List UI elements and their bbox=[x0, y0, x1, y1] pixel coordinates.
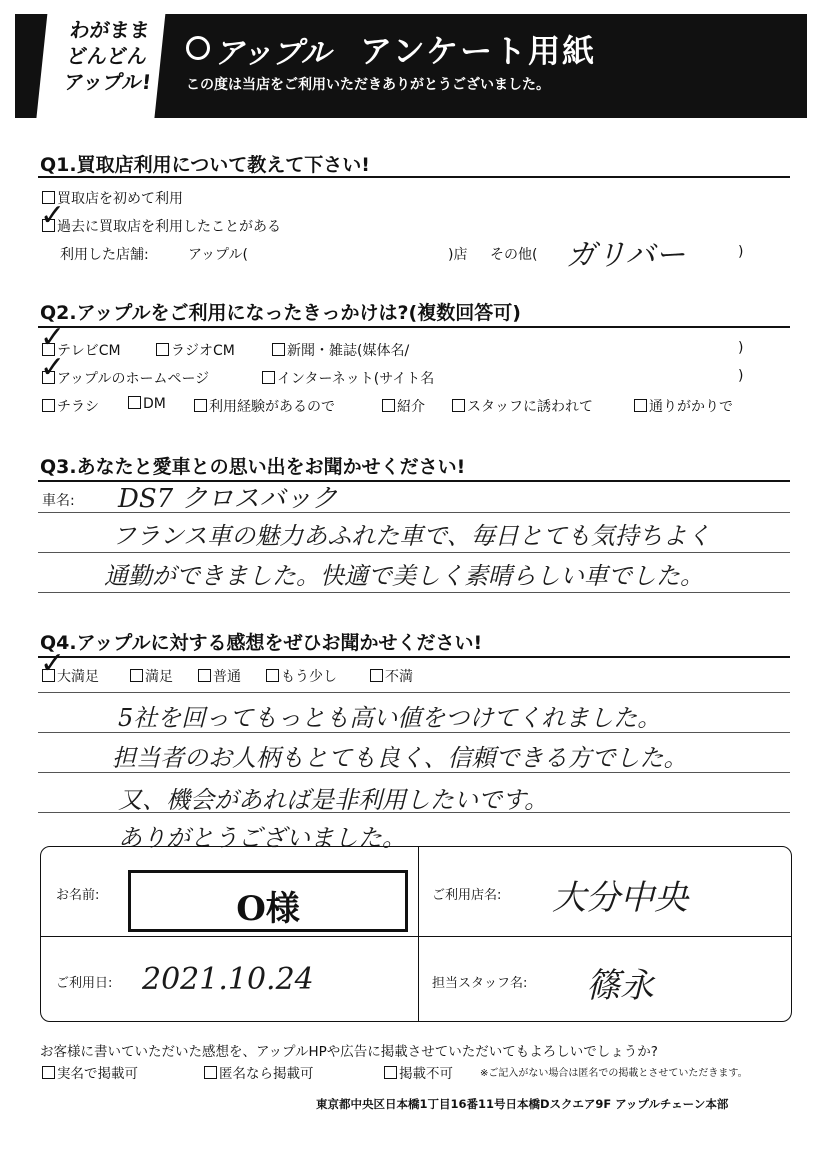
checkmark-icon: ✓ bbox=[40, 350, 66, 385]
q2-option-internet[interactable] bbox=[262, 368, 434, 388]
q2-option-newspaper[interactable] bbox=[272, 340, 409, 360]
checkbox-icon[interactable] bbox=[634, 399, 647, 412]
page-title: アンケート用紙 bbox=[360, 32, 597, 70]
brand-logo-text: アップル bbox=[214, 36, 331, 71]
comment-line-2[interactable]: 担当者のお人柄もとても良く、信頼できる方でした。 bbox=[112, 744, 688, 772]
rating-dissatisfied[interactable] bbox=[370, 666, 413, 686]
q2-option-flyer[interactable] bbox=[42, 396, 99, 416]
q4-divider bbox=[38, 656, 790, 658]
comment-line-4[interactable]: ありがとうございました。 bbox=[118, 824, 406, 852]
consent-not-allowed[interactable] bbox=[384, 1062, 453, 1082]
visit-date-value[interactable]: 2021.10.24 bbox=[142, 962, 314, 997]
answer-line bbox=[38, 592, 790, 593]
hq-address: 東京都中央区日本橋1丁目16番11号日本橋Dスクエア9F アップルチェーン本部 bbox=[316, 1097, 729, 1111]
customer-name-label: お名前: bbox=[56, 888, 100, 903]
customer-name-box[interactable] bbox=[128, 870, 408, 932]
q1-other-close: ) bbox=[738, 244, 744, 260]
rating-label: 満足 bbox=[145, 669, 173, 685]
consent-note: ※ご記入がない場合は匿名での掲載とさせていただきます。 bbox=[480, 1068, 748, 1079]
q2-option-staff[interactable] bbox=[452, 396, 593, 416]
checkbox-icon[interactable] bbox=[272, 343, 285, 356]
rating-satisfied[interactable] bbox=[130, 666, 173, 686]
answer-line bbox=[38, 512, 790, 513]
q2-option-experience[interactable] bbox=[194, 396, 335, 416]
q2-passing-label: 通りがかりで bbox=[649, 399, 733, 415]
checkbox-icon[interactable] bbox=[128, 396, 141, 409]
checkbox-icon[interactable] bbox=[204, 1066, 217, 1079]
q2-option-passing[interactable] bbox=[634, 396, 733, 416]
car-name-value[interactable]: DS7 クロスバック bbox=[118, 484, 338, 514]
q2-newspaper-label: 新聞・雑誌(媒体名/ bbox=[287, 343, 410, 359]
q1-divider bbox=[38, 176, 790, 178]
q1-option-first-label: 買取店を初めて利用 bbox=[57, 191, 183, 207]
rating-label: 普通 bbox=[213, 669, 241, 685]
answer-line bbox=[38, 552, 790, 553]
rating-label: 不満 bbox=[385, 669, 413, 685]
store-name-label: ご利用店名: bbox=[432, 888, 502, 903]
q1-store-prefix: アップル( bbox=[188, 247, 248, 263]
answer-line bbox=[38, 812, 790, 813]
consent-question: お客様に書いていただいた感想を、アップルHPや広告に掲載させていただいてもよろしいでしょうか? bbox=[40, 1044, 658, 1060]
q2-option-radio[interactable] bbox=[156, 340, 235, 360]
consent-not-allowed-label: 掲載不可 bbox=[399, 1066, 453, 1082]
q1-store-suffix: )店 bbox=[448, 247, 468, 263]
comment-line-1[interactable]: 5社を回ってもっとも高い値をつけてくれました。 bbox=[118, 704, 662, 732]
rating-label: もう少し bbox=[281, 669, 337, 685]
slogan-line-3: アップル! bbox=[62, 70, 153, 94]
q2-divider bbox=[38, 326, 790, 328]
slogan-line-2: どんどん bbox=[65, 44, 149, 68]
answer-line bbox=[38, 732, 790, 733]
store-name-value[interactable]: 大分中央 bbox=[552, 878, 688, 918]
checkbox-icon[interactable] bbox=[42, 399, 55, 412]
checkmark-icon: ✓ bbox=[40, 646, 66, 681]
answer-line bbox=[38, 772, 790, 773]
checkbox-icon[interactable] bbox=[42, 1066, 55, 1079]
consent-real-label: 実名で掲載可 bbox=[57, 1066, 138, 1082]
checkbox-icon[interactable] bbox=[266, 669, 279, 682]
q2-radio-label: ラジオCM bbox=[171, 343, 235, 359]
visit-date-label: ご利用日: bbox=[56, 976, 113, 991]
info-divider-horizontal bbox=[40, 936, 792, 937]
q2-internet-label: インターネット(サイト名 bbox=[277, 371, 435, 387]
q2-internet-close: ) bbox=[738, 368, 744, 384]
slogan-badge bbox=[36, 12, 165, 118]
checkbox-icon[interactable] bbox=[156, 343, 169, 356]
memory-line-1[interactable]: フランス車の魅力あふれた車で、毎日とても気持ちよく bbox=[112, 522, 711, 550]
q2-dm-label: DM bbox=[143, 396, 166, 412]
rating-label: 大満足 bbox=[57, 669, 99, 685]
customer-name-value: O様 bbox=[236, 889, 300, 929]
q2-staff-label: スタッフに誘われて bbox=[467, 399, 593, 415]
thanks-message: この度は当店をご利用いただきありがとうございました。 bbox=[186, 77, 550, 93]
checkbox-icon[interactable] bbox=[130, 669, 143, 682]
checkbox-icon[interactable] bbox=[262, 371, 275, 384]
checkbox-icon[interactable] bbox=[452, 399, 465, 412]
info-divider-vertical bbox=[418, 846, 419, 1022]
consent-anonymous-label: 匿名なら掲載可 bbox=[219, 1066, 314, 1082]
q2-tv-label: テレビCM bbox=[57, 343, 121, 359]
q2-option-dm[interactable] bbox=[128, 396, 166, 412]
q4-title: Q4.アップルに対する感想をぜひお聞かせください! bbox=[40, 632, 483, 654]
apple-logo-icon bbox=[186, 36, 210, 60]
checkbox-icon[interactable] bbox=[198, 669, 211, 682]
q1-option-used-before[interactable] bbox=[42, 216, 281, 236]
slogan-line-1: わがまま bbox=[68, 18, 151, 42]
q1-other-value[interactable]: ガリバー bbox=[566, 238, 686, 273]
rating-needs-improvement[interactable] bbox=[266, 666, 337, 686]
staff-name-label: 担当スタッフ名: bbox=[432, 976, 528, 991]
q2-referral-label: 紹介 bbox=[397, 399, 425, 415]
q1-store-label: 利用した店舗: bbox=[60, 247, 149, 263]
q3-title: Q3.あなたと愛車との思い出をお聞かせください! bbox=[40, 456, 466, 478]
checkbox-icon[interactable] bbox=[382, 399, 395, 412]
checkmark-icon: ✓ bbox=[40, 198, 66, 233]
q1-title: Q1.買取店利用について教えて下さい! bbox=[40, 154, 370, 176]
memory-line-2[interactable]: 通勤ができました。快適で美しく素晴らしい車でした。 bbox=[104, 562, 704, 590]
q2-newspaper-close: ) bbox=[738, 340, 744, 356]
checkbox-icon[interactable] bbox=[194, 399, 207, 412]
q2-flyer-label: チラシ bbox=[57, 399, 99, 415]
consent-anonymous[interactable] bbox=[204, 1062, 314, 1082]
comment-line-3[interactable]: 又、機会があれば是非利用したいです。 bbox=[118, 786, 549, 814]
q2-homepage-label: アップルのホームページ bbox=[57, 371, 210, 387]
q2-option-referral[interactable] bbox=[382, 396, 425, 416]
rating-neutral[interactable] bbox=[198, 666, 241, 686]
consent-real-name[interactable] bbox=[42, 1062, 138, 1082]
q1-other-label: その他( bbox=[490, 247, 538, 263]
q2-experience-label: 利用経験があるので bbox=[209, 399, 335, 415]
staff-name-value[interactable]: 篠永 bbox=[586, 966, 654, 1006]
answer-line bbox=[38, 692, 790, 693]
q2-option-homepage[interactable] bbox=[42, 368, 209, 388]
q1-option-used-label: 過去に買取店を利用したことがある bbox=[57, 219, 281, 235]
q2-title: Q2.アップルをご利用になったきっかけは?(複数回答可) bbox=[40, 302, 521, 324]
checkbox-icon[interactable] bbox=[370, 669, 383, 682]
checkbox-icon[interactable] bbox=[384, 1066, 397, 1079]
checkmark-icon: ✓ bbox=[40, 320, 66, 355]
car-name-label: 車名: bbox=[42, 493, 75, 509]
